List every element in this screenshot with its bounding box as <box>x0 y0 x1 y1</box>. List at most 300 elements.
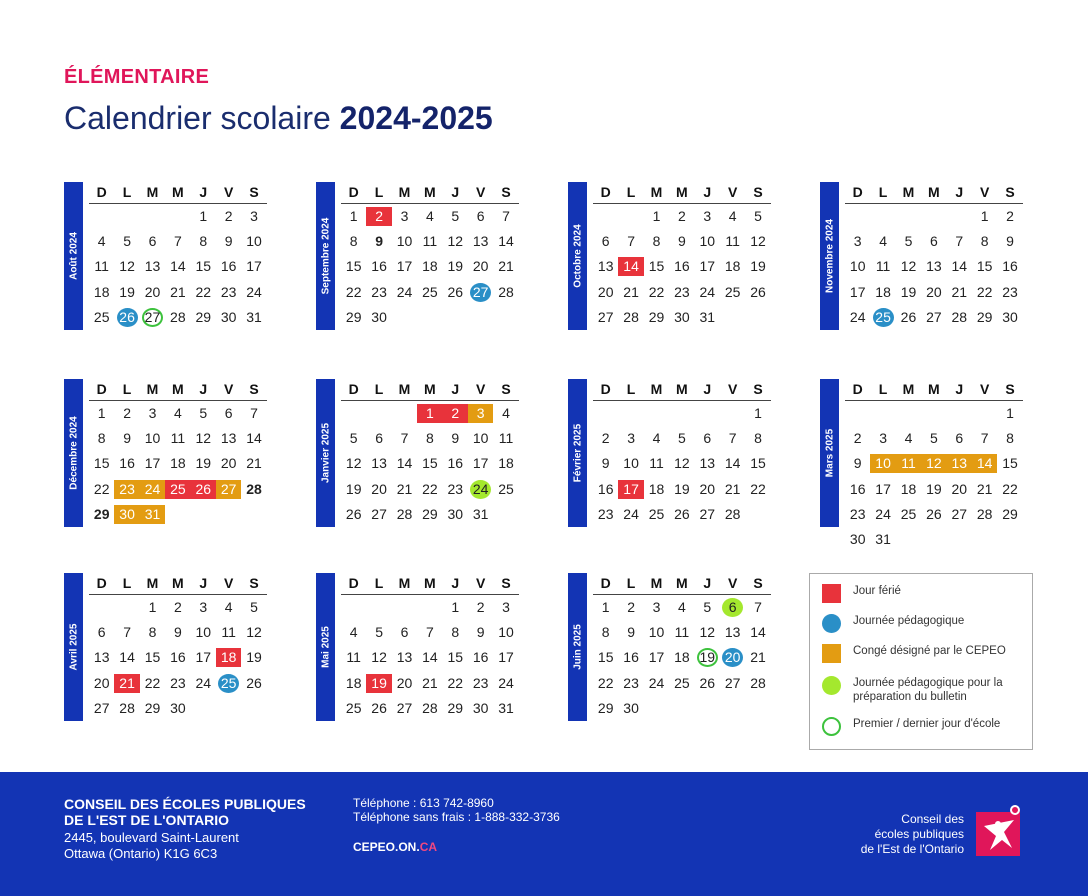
day-cell: 12 <box>371 649 387 666</box>
empty-cell <box>216 505 241 524</box>
week-row <box>593 645 771 670</box>
day-cell: 2 <box>173 599 182 616</box>
month-grid <box>341 573 519 721</box>
month-name: Juin 2025 <box>572 624 583 670</box>
day-cell: 20 <box>722 648 743 667</box>
day-cell: 23 <box>623 674 639 691</box>
day-cell: 10 <box>870 454 895 473</box>
cepeo-logo-icon <box>974 804 1024 860</box>
day-cell: 23 <box>849 505 866 522</box>
day-cell: 3 <box>652 599 661 616</box>
day-cell: 1 <box>199 208 208 225</box>
day-cell: 21 <box>246 455 262 472</box>
month-calendar <box>64 182 279 330</box>
day-cell: 5 <box>929 430 938 447</box>
day-cell: 1 <box>148 599 157 616</box>
weekday-label: M <box>676 184 688 200</box>
weekday-label: D <box>96 575 107 591</box>
day-cell: 24 <box>623 505 639 522</box>
month-calendar <box>316 573 531 721</box>
day-cell: 30 <box>623 699 639 716</box>
footer <box>0 772 1088 896</box>
day-cell: 17 <box>498 649 514 666</box>
title-prefix: Calendrier scolaire <box>64 100 331 136</box>
empty-cell <box>191 699 216 718</box>
empty-cell <box>468 308 493 327</box>
address-line1: 2445, boulevard Saint-Laurent <box>64 830 239 845</box>
day-cell: 1 <box>451 599 460 616</box>
day-cell: 28 <box>498 283 514 300</box>
empty-cell <box>140 207 165 226</box>
day-cell: 10 <box>396 233 413 250</box>
day-cell: 17 <box>472 455 489 472</box>
day-cell: 21 <box>498 258 514 275</box>
day-cell: 30 <box>472 699 489 716</box>
week-row <box>593 280 771 305</box>
empty-cell <box>644 699 669 718</box>
empty-cell <box>947 530 972 549</box>
day-cell: 21 <box>170 283 186 300</box>
day-cell: 11 <box>94 258 109 275</box>
empty-cell <box>845 404 870 423</box>
green-ring-icon <box>822 717 841 736</box>
weekday-label: L <box>374 381 384 397</box>
month-label <box>316 379 335 527</box>
empty-cell <box>417 598 442 617</box>
empty-cell <box>114 207 139 226</box>
day-cell: 12 <box>674 455 690 472</box>
month-calendar <box>316 379 531 527</box>
weekday-label: M <box>928 184 940 200</box>
month-name: Février 2025 <box>572 423 583 483</box>
month-calendar <box>820 379 1035 548</box>
day-cell: 8 <box>199 233 208 250</box>
day-cell: 7 <box>250 405 258 422</box>
weekday-label: M <box>650 381 663 397</box>
day-cell: 18 <box>93 283 110 300</box>
day-cell: 28 <box>396 505 413 522</box>
day-cell: 29 <box>422 505 438 522</box>
day-cell: 24 <box>140 480 165 499</box>
empty-cell <box>972 404 997 423</box>
weekday-label: J <box>703 381 712 397</box>
day-cell: 26 <box>371 699 387 716</box>
day-cell: 9 <box>677 233 686 250</box>
weekday-label: M <box>146 381 159 397</box>
day-cell: 29 <box>93 505 110 522</box>
day-cell: 18 <box>422 258 438 275</box>
empty-cell <box>896 207 921 226</box>
day-cell: 8 <box>754 430 762 447</box>
day-cell: 8 <box>980 233 989 250</box>
weekday-label: V <box>475 575 486 591</box>
day-cell: 7 <box>425 624 434 641</box>
weekday-label: M <box>676 381 688 397</box>
day-cell: 4 <box>652 430 661 447</box>
day-cell: 25 <box>422 283 438 300</box>
weekday-label: S <box>249 381 259 397</box>
empty-cell <box>593 404 618 423</box>
empty-cell <box>720 404 745 423</box>
week-row <box>89 595 267 620</box>
page-title <box>64 100 493 137</box>
week-row <box>341 595 519 620</box>
day-cell: 14 <box>396 455 413 472</box>
empty-cell <box>896 404 921 423</box>
day-cell: 19 <box>926 480 942 497</box>
weekday-label: M <box>398 381 411 397</box>
empty-cell <box>417 308 442 327</box>
day-cell: 9 <box>123 430 131 447</box>
day-cell: 13 <box>396 649 413 666</box>
day-cell: 20 <box>597 283 614 300</box>
day-cell: 21 <box>422 674 438 691</box>
week-row <box>341 229 519 254</box>
day-cell: 23 <box>371 283 387 300</box>
day-cell: 14 <box>246 430 262 447</box>
day-cell: 27 <box>699 505 716 522</box>
month-label <box>568 182 587 330</box>
phone-number[interactable]: Téléphone : 613 742-8960 <box>353 796 494 810</box>
weekday-label: M <box>172 184 184 200</box>
day-cell: 9 <box>224 233 233 250</box>
day-cell: 16 <box>674 258 690 275</box>
day-cell: 30 <box>371 308 387 325</box>
empty-cell <box>366 598 391 617</box>
legend-label: Jour férié <box>853 585 901 597</box>
day-cell: 24 <box>396 283 413 300</box>
legend-item-ferie <box>822 584 901 603</box>
day-cell: 8 <box>148 624 157 641</box>
month-name: Mars 2025 <box>824 428 835 478</box>
weekday-label: V <box>727 381 738 397</box>
day-cell: 22 <box>597 674 614 691</box>
day-cell: 21 <box>724 480 741 497</box>
day-cell: 5 <box>754 208 762 225</box>
month-label <box>316 573 335 721</box>
weekday-header <box>341 573 519 595</box>
day-cell: 18 <box>648 480 665 497</box>
empty-cell <box>745 699 770 718</box>
month-label <box>568 573 587 721</box>
month-label <box>64 182 83 330</box>
website-link[interactable] <box>353 840 437 854</box>
day-cell: 5 <box>703 599 712 616</box>
day-cell: 2 <box>677 208 686 225</box>
day-cell: 20 <box>472 258 489 275</box>
day-cell: 28 <box>976 505 993 522</box>
day-cell: 31 <box>472 505 489 522</box>
day-cell: 19 <box>366 674 391 693</box>
day-cell: 27 <box>216 480 241 499</box>
empty-cell <box>443 308 468 327</box>
day-cell: 1 <box>601 599 610 616</box>
day-cell: 13 <box>597 258 614 275</box>
day-cell: 4 <box>425 208 434 225</box>
day-cell: 18 <box>674 649 690 666</box>
week-row <box>845 229 1023 254</box>
weekday-header <box>341 182 519 204</box>
day-cell: 16 <box>597 480 614 497</box>
weekday-label: M <box>398 575 411 591</box>
day-cell: 3 <box>148 405 157 422</box>
day-cell: 19 <box>119 283 135 300</box>
empty-cell <box>165 505 190 524</box>
day-cell: 16 <box>119 455 135 472</box>
empty-cell <box>366 404 391 423</box>
month-calendar <box>568 379 783 527</box>
day-cell: 9 <box>375 233 383 250</box>
week-row <box>341 502 519 527</box>
month-grid <box>593 379 771 527</box>
day-cell: 17 <box>396 258 413 275</box>
legend-item-conge <box>822 644 1006 663</box>
day-cell: 16 <box>1002 258 1018 275</box>
week-row <box>593 477 771 502</box>
day-cell: 24 <box>246 283 262 300</box>
day-cell: 1 <box>417 404 442 423</box>
day-cell: 23 <box>220 283 237 300</box>
empty-cell <box>870 207 895 226</box>
day-cell: 11 <box>346 649 361 666</box>
day-cell: 3 <box>199 599 208 616</box>
weekday-header <box>593 182 771 204</box>
org-name-line1: CONSEIL DES ÉCOLES PUBLIQUES <box>64 796 306 812</box>
weekday-label: D <box>96 381 107 397</box>
day-cell: 26 <box>699 674 716 691</box>
weekday-label: M <box>650 575 663 591</box>
weekday-label: D <box>348 381 359 397</box>
day-cell: 19 <box>697 648 718 667</box>
day-cell: 15 <box>597 649 614 666</box>
day-cell: 23 <box>1002 283 1018 300</box>
legend-label: Journée pédagogique <box>853 615 965 627</box>
weekday-label: V <box>979 381 990 397</box>
day-cell: 7 <box>502 208 510 225</box>
day-cell: 29 <box>345 308 362 325</box>
month-name: Novembre 2024 <box>824 219 835 293</box>
day-cell: 5 <box>123 233 131 250</box>
day-cell: 4 <box>173 405 182 422</box>
website-main: CEPEO.ON. <box>353 840 420 854</box>
month-calendar <box>64 379 279 527</box>
day-cell: 24 <box>498 674 514 691</box>
weekday-label: J <box>955 381 964 397</box>
empty-cell <box>997 530 1022 549</box>
day-cell: 24 <box>648 674 665 691</box>
day-cell: 12 <box>195 430 212 447</box>
week-row <box>89 426 267 451</box>
week-row <box>845 477 1023 502</box>
day-cell: 25 <box>674 674 690 691</box>
month-grid <box>593 182 771 330</box>
empty-cell <box>745 308 770 327</box>
weekday-header <box>341 379 519 401</box>
day-cell: 11 <box>875 258 891 275</box>
month-label <box>568 379 587 527</box>
day-cell: 30 <box>1002 308 1018 325</box>
day-cell: 29 <box>648 308 665 325</box>
empty-cell <box>669 404 694 423</box>
tollfree-number[interactable]: Téléphone sans frais : 1-888-332-3736 <box>353 810 560 824</box>
day-cell: 10 <box>699 233 716 250</box>
day-cell: 28 <box>119 699 135 716</box>
day-cell: 4 <box>728 208 737 225</box>
day-cell: 23 <box>447 480 464 497</box>
empty-cell <box>845 207 870 226</box>
day-cell: 6 <box>400 624 409 641</box>
day-cell: 9 <box>173 624 182 641</box>
day-cell: 16 <box>472 649 489 666</box>
day-cell: 2 <box>366 207 391 226</box>
day-cell: 15 <box>648 258 665 275</box>
day-cell: 31 <box>246 308 262 325</box>
month-label <box>64 379 83 527</box>
day-cell: 26 <box>246 674 262 691</box>
day-cell: 21 <box>951 283 968 300</box>
empty-cell <box>216 699 241 718</box>
weekday-label: M <box>172 381 184 397</box>
org-name-line2: DE L'EST DE L'ONTARIO <box>64 812 230 828</box>
day-cell: 5 <box>451 208 460 225</box>
day-cell: 30 <box>114 505 139 524</box>
day-cell: 6 <box>148 233 157 250</box>
legend-item-ped <box>822 614 964 633</box>
day-cell: 18 <box>216 648 241 667</box>
weekday-label: V <box>223 381 234 397</box>
day-cell: 22 <box>750 480 766 497</box>
day-cell: 3 <box>853 233 862 250</box>
empty-cell <box>745 505 770 524</box>
day-cell: 30 <box>170 699 186 716</box>
day-cell: 19 <box>750 258 766 275</box>
day-cell: 7 <box>754 599 762 616</box>
month-name: Octobre 2024 <box>572 224 583 288</box>
day-cell: 18 <box>900 480 917 497</box>
day-cell: 11 <box>422 233 438 250</box>
weekday-label: S <box>501 184 511 200</box>
day-cell: 22 <box>422 480 438 497</box>
day-cell: 13 <box>926 258 942 275</box>
day-cell: 14 <box>951 258 968 275</box>
weekday-label: S <box>753 381 763 397</box>
logo-text <box>861 812 964 857</box>
weekday-label: D <box>600 575 611 591</box>
empty-cell <box>191 505 216 524</box>
day-cell: 22 <box>195 283 212 300</box>
empty-cell <box>618 207 643 226</box>
day-cell: 28 <box>951 308 968 325</box>
day-cell: 17 <box>246 258 262 275</box>
empty-cell <box>896 530 921 549</box>
day-cell: 30 <box>849 531 866 548</box>
week-row <box>89 280 267 305</box>
weekday-label: S <box>753 184 763 200</box>
day-cell: 29 <box>1002 505 1018 522</box>
day-cell: 13 <box>93 649 110 666</box>
day-cell: 8 <box>451 624 460 641</box>
day-cell: 29 <box>597 699 614 716</box>
day-cell: 12 <box>119 258 135 275</box>
weekday-label: D <box>600 184 611 200</box>
red-square-icon <box>822 584 841 603</box>
day-cell: 6 <box>929 233 938 250</box>
day-cell: 17 <box>849 283 866 300</box>
day-cell: 18 <box>724 258 741 275</box>
day-cell: 16 <box>849 480 866 497</box>
week-row <box>341 451 519 476</box>
day-cell: 22 <box>345 283 362 300</box>
day-cell: 20 <box>699 480 716 497</box>
week-row <box>341 254 519 279</box>
legend-label: Congé désigné par le CEPEO <box>853 645 1006 657</box>
weekday-label: D <box>852 381 863 397</box>
month-grid <box>845 379 1023 552</box>
weekday-label: L <box>122 381 132 397</box>
day-cell: 11 <box>221 624 236 641</box>
weekday-label: D <box>852 184 863 200</box>
day-cell: 10 <box>195 624 212 641</box>
weekday-label: L <box>374 575 384 591</box>
day-cell: 26 <box>117 308 138 327</box>
month-label <box>820 182 839 330</box>
week-row <box>845 254 1023 279</box>
empty-cell <box>644 404 669 423</box>
day-cell: 23 <box>170 674 186 691</box>
month-calendar <box>316 182 531 330</box>
day-cell: 14 <box>724 455 741 472</box>
day-cell: 7 <box>123 624 131 641</box>
day-cell: 26 <box>900 308 917 325</box>
day-cell: 9 <box>601 455 610 472</box>
weekday-label: S <box>249 184 259 200</box>
day-cell: 31 <box>699 308 716 325</box>
day-cell: 3 <box>400 208 409 225</box>
month-grid <box>341 379 519 527</box>
week-row <box>89 254 267 279</box>
empty-cell <box>870 404 895 423</box>
empty-cell <box>720 699 745 718</box>
weekday-label: V <box>727 184 738 200</box>
day-cell: 10 <box>246 233 262 250</box>
day-cell: 25 <box>93 308 110 325</box>
weekday-label: L <box>626 381 636 397</box>
week-row <box>89 502 267 527</box>
day-cell: 28 <box>246 480 262 497</box>
weekday-label: M <box>902 381 915 397</box>
day-cell: 14 <box>422 649 438 666</box>
day-cell: 3 <box>250 208 258 225</box>
day-cell: 5 <box>250 599 258 616</box>
day-cell: 12 <box>750 233 766 250</box>
week-row <box>845 204 1023 229</box>
day-cell: 30 <box>674 308 690 325</box>
month-grid <box>89 182 267 330</box>
day-cell: 20 <box>220 455 237 472</box>
day-cell: 20 <box>396 674 413 691</box>
day-cell: 21 <box>396 480 413 497</box>
weekday-label: J <box>703 184 712 200</box>
day-cell: 13 <box>472 233 489 250</box>
day-cell: 21 <box>976 480 993 497</box>
weekday-label: S <box>1005 184 1015 200</box>
day-cell: 15 <box>1002 455 1018 472</box>
empty-cell <box>341 598 366 617</box>
day-cell: 19 <box>195 455 212 472</box>
month-name: Septembre 2024 <box>320 217 331 295</box>
day-cell: 15 <box>144 649 161 666</box>
legend-item-premier <box>822 717 1000 736</box>
